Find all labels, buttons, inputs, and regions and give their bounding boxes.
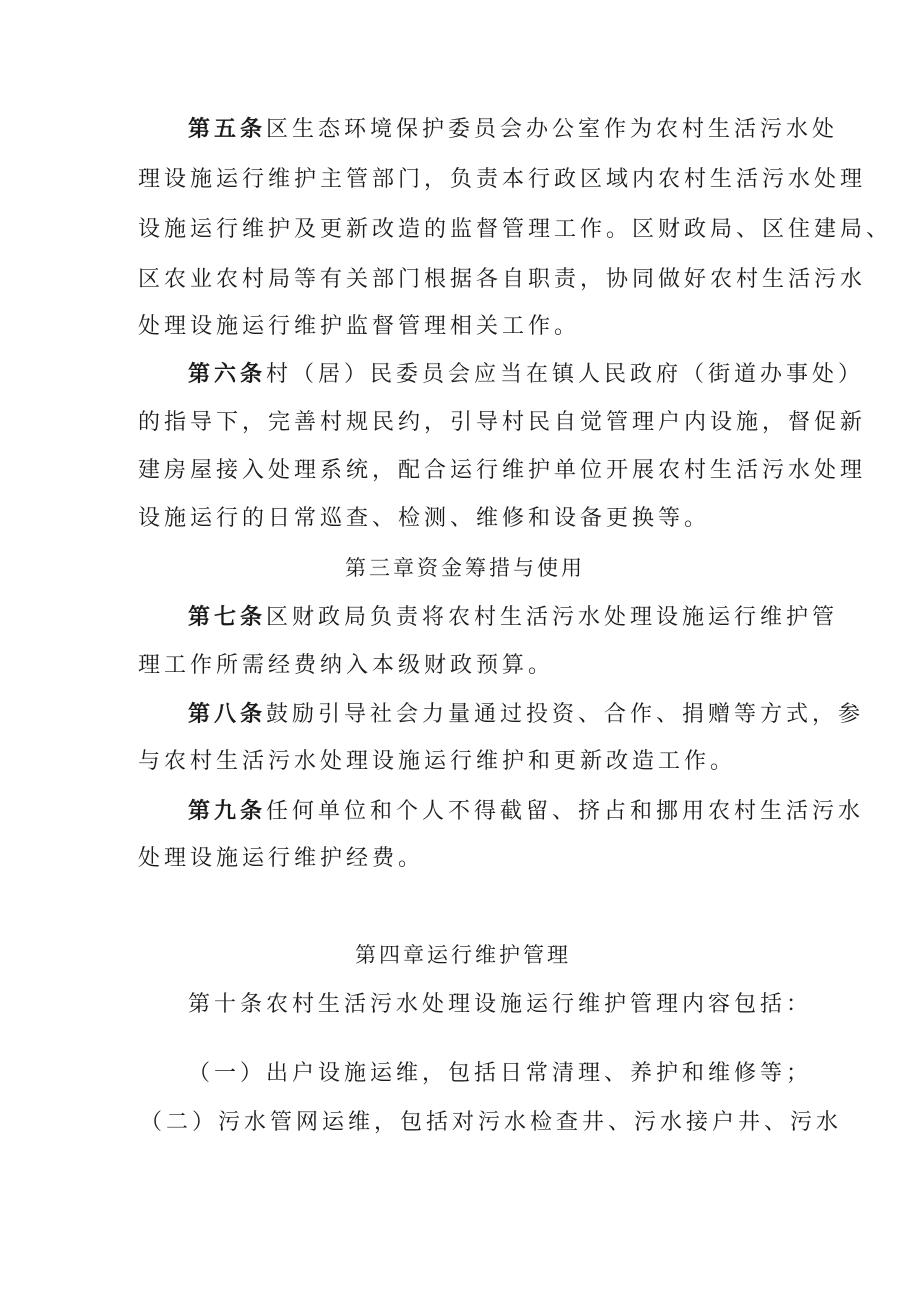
article-6-number: 第六条: [188, 361, 267, 387]
article-9-line-2: 处理设施运行维护经费。: [138, 846, 425, 871]
chapter-4-heading: 第四章运行维护管理: [355, 943, 571, 967]
article-5-line-1: [188, 113, 838, 146]
chapter-3-heading: 第三章资金筹措与使用: [345, 556, 585, 580]
article-9-line-1: [188, 795, 864, 828]
article-8-line-1: [188, 698, 864, 731]
article-10-line-1: 第十条农村生活污水处理设施运行维护管理内容包括：: [188, 992, 813, 1017]
article-6-line-4: 设施运行的日常巡查、检测、维修和设备更换等。: [138, 506, 711, 531]
article-5-line-2: 理设施运行维护主管部门，负责本行政区域内农村生活污水处理: [138, 167, 867, 192]
list-item-1: （一）出户设施运维，包括日常清理、养护和维修等；: [188, 1061, 813, 1086]
article-5-line-5: 处理设施运行维护监督管理相关工作。: [138, 314, 581, 339]
article-9-text: 任何单位和个人不得截留、挤占和挪用农村生活污水: [266, 799, 865, 824]
article-5-number: 第五条: [188, 116, 267, 142]
article-7-number: 第七条: [188, 604, 267, 630]
article-5-text: 区生态环境保护委员会办公室作为农村生活污水处: [266, 117, 839, 142]
article-8-line-2: 与农村生活污水处理设施运行维护和更新改造工作。: [138, 749, 737, 774]
article-6-line-1: [188, 358, 864, 391]
article-8-number: 第八条: [188, 701, 267, 727]
article-9-number: 第九条: [188, 798, 267, 824]
article-7-text: 区财政局负责将农村生活污水处理设施运行维护管: [266, 605, 839, 630]
article-8-text: 鼓励引导社会力量通过投资、合作、捐赠等方式，参: [266, 702, 865, 727]
article-5-line-3: 设施运行维护及更新改造的监督管理工作。区财政局、区住建局、: [138, 217, 893, 242]
list-item-2: （二）污水管网运维，包括对污水检查井、污水接户井、污水: [140, 1110, 843, 1135]
article-6-line-2: 的指导下，完善村规民约，引导村民自觉管理户内设施，督促新: [138, 410, 867, 435]
article-5-line-4: 区农业农村局等有关部门根据各自职责，协同做好农村生活污水: [138, 267, 867, 292]
article-7-line-1: [188, 601, 838, 634]
article-6-text: 村（居）民委员会应当在镇人民政府（街道办事处）: [266, 362, 865, 387]
article-7-line-2: 理工作所需经费纳入本级财政预算。: [138, 653, 555, 678]
article-6-line-3: 建房屋接入处理系统，配合运行维护单位开展农村生活污水处理: [138, 458, 867, 483]
